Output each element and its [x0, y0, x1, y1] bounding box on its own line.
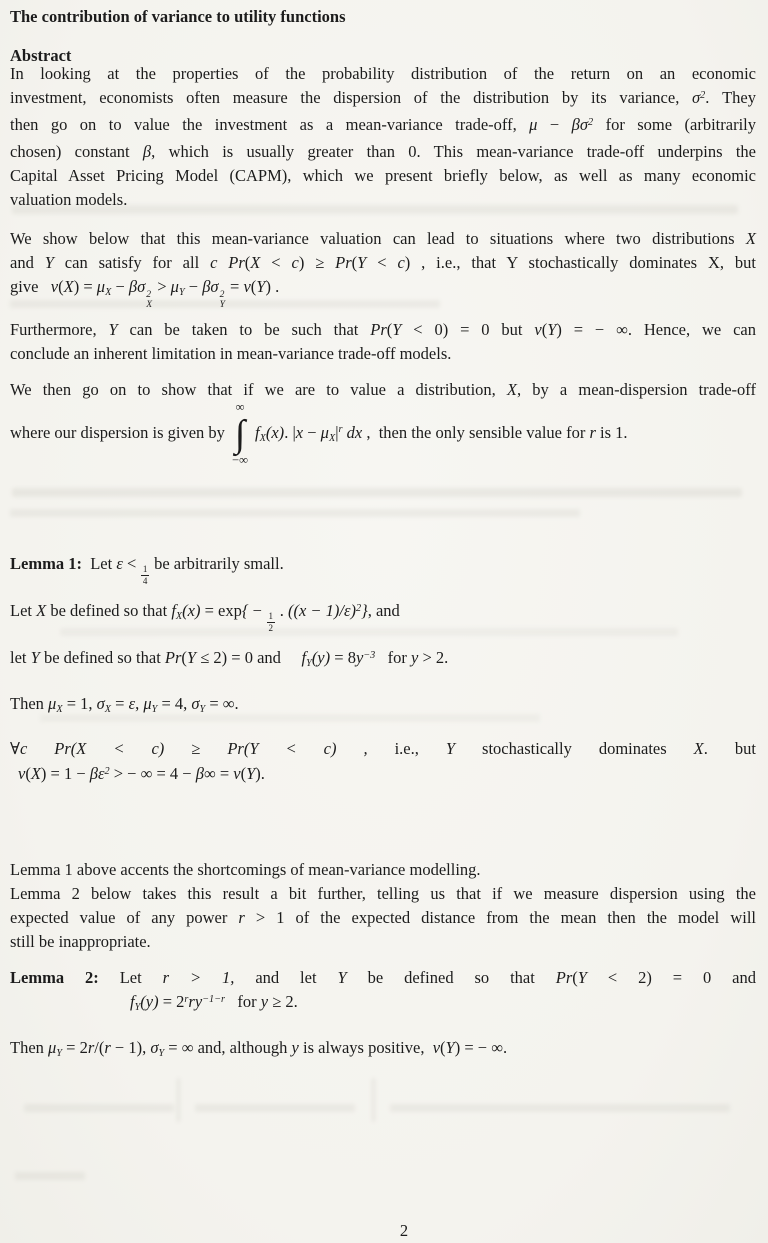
- text-line: [10, 552, 756, 587]
- text-run: Lemma 2 below takes this result a bit further, telling us that if we measure dispersion using the: [10, 884, 756, 903]
- math-run: r: [238, 908, 245, 927]
- math-run: βε: [89, 764, 105, 783]
- math-run: x: [295, 422, 304, 442]
- bold-run: Lemma: [10, 968, 65, 987]
- sub-run: X: [175, 610, 183, 622]
- scan-bleedthrough-artifact: [195, 1104, 355, 1112]
- text-line: [10, 227, 756, 251]
- text-run: , which is usually greater than 0. This mean-variance trade-off underpins the: [151, 142, 756, 161]
- math-run: (x): [182, 601, 201, 620]
- math-run: X: [30, 764, 41, 783]
- text-run: . |: [284, 422, 296, 442]
- scan-bleedthrough-artifact: [15, 1172, 85, 1180]
- text-line: [10, 882, 756, 906]
- sup-run: 2: [588, 116, 594, 128]
- scan-bleedthrough-artifact: [372, 1078, 375, 1122]
- sup-run: 2: [355, 602, 362, 614]
- math-run: σ: [191, 694, 200, 713]
- math-run: Pr: [555, 968, 573, 987]
- text-line: [10, 599, 756, 634]
- math-run: y: [355, 648, 364, 667]
- math-run: σ: [96, 694, 105, 713]
- text-line: [10, 188, 756, 212]
- text-run: and: [10, 253, 45, 272]
- text-run: then go on to value the investment as a mean-variance trade-off,: [10, 115, 530, 134]
- math-run: v: [243, 277, 251, 296]
- text-run: be arbitrarily small.: [149, 554, 284, 573]
- text-run: chosen) constant: [10, 142, 143, 161]
- fraction: [141, 564, 149, 586]
- fraction-denominator: 2: [268, 622, 274, 633]
- text-line: [130, 990, 756, 1017]
- math-run: X: [745, 229, 756, 248]
- stack-sub: X: [146, 298, 153, 310]
- math-run: (y): [140, 992, 159, 1011]
- text-run: Furthermore,: [10, 320, 109, 339]
- math-run: Y: [256, 277, 266, 296]
- text-line: [10, 692, 756, 719]
- math-run: v: [432, 1038, 441, 1057]
- text-run: ).: [255, 764, 265, 783]
- math-run: β: [142, 142, 152, 161]
- furthermore-paragraph: [10, 318, 756, 366]
- text-run: is always positive,: [298, 1038, 433, 1057]
- text-line: [10, 378, 756, 402]
- math-run: Y: [186, 648, 197, 667]
- sup-run: 2: [104, 765, 110, 777]
- scan-bleedthrough-artifact: [390, 1104, 730, 1112]
- text-run: /(: [94, 1038, 105, 1057]
- text-run: <: [366, 253, 398, 272]
- bold-run: 2:: [85, 968, 99, 987]
- stack-sup: 2: [219, 288, 225, 300]
- sup-run: r: [184, 993, 189, 1005]
- text-line: [10, 318, 756, 342]
- text-run: be defined so that: [46, 601, 172, 620]
- math-run: y: [260, 992, 269, 1011]
- text-run: for: [225, 992, 261, 1011]
- text-run: stochastically dominates: [455, 739, 694, 758]
- sub-run: Y: [199, 703, 206, 715]
- lemma1-moments-line: [10, 692, 756, 719]
- bold-run: The contribution of variance to utility functions: [10, 7, 346, 26]
- text-run: In looking at the properties of the probability distribution of the return on an economic: [10, 64, 756, 83]
- fraction-numerator: 1: [142, 564, 148, 575]
- integral-sign: ∫: [234, 413, 246, 455]
- math-run: (y): [311, 648, 331, 667]
- math-run: Y: [44, 253, 54, 272]
- math-run: ((x − 1)/ε): [287, 601, 356, 620]
- sub-run: Y: [56, 1047, 63, 1059]
- sub-run: X: [259, 432, 266, 444]
- text-run: still be inappropriate.: [10, 932, 151, 951]
- text-run: can satisfy for all: [53, 253, 211, 272]
- text-run: = 2: [62, 1038, 88, 1057]
- text-line: [10, 930, 756, 954]
- text-run: >: [153, 277, 171, 296]
- text-run: Let: [98, 968, 163, 987]
- text-run: Then: [10, 1038, 49, 1057]
- text-run: −: [537, 115, 572, 134]
- math-run: r: [589, 422, 596, 442]
- text-line: [10, 86, 756, 113]
- text-run: Then: [10, 694, 49, 713]
- text-run: investment, economists often measure the dispersion of the distribution by its variance,: [10, 88, 693, 107]
- math-run: X: [250, 253, 261, 272]
- text-run: (: [572, 968, 578, 987]
- text-run: We show below that this mean-variance valuation can lead to situations where two distributions: [10, 229, 746, 248]
- text-line: [10, 62, 756, 86]
- lemma2-heading-line: [10, 966, 756, 990]
- math-run: Y: [337, 968, 347, 987]
- math-run: Y: [108, 320, 118, 339]
- math-run: Y: [392, 320, 402, 339]
- text-run: ≥ 2.: [268, 992, 298, 1011]
- math-run: Y: [577, 968, 587, 987]
- sub-run: Y: [158, 1047, 165, 1059]
- text-line: [10, 251, 756, 275]
- title: [10, 5, 756, 29]
- text-run: (: [244, 253, 251, 272]
- text-line: [10, 1036, 756, 1063]
- text-run: . but: [703, 739, 756, 758]
- abstract-paragraph: [10, 62, 756, 212]
- text-run: = 1,: [62, 694, 97, 713]
- text-run: let: [10, 648, 31, 667]
- math-run: μ: [48, 694, 57, 713]
- text-run: ) =: [73, 277, 97, 296]
- math-run: βσ: [571, 115, 589, 134]
- text-run: ) .: [265, 277, 280, 296]
- text-run: conclude an inherent limitation in mean-variance trade-off models.: [10, 344, 452, 363]
- math-run: β: [195, 764, 204, 783]
- text-line: [10, 342, 756, 366]
- integral-lower-limit: −∞: [232, 453, 249, 467]
- text-run: Lemma 1 above accents the shortcomings of mean-variance modelling.: [10, 860, 481, 879]
- text-run: [64, 968, 85, 987]
- text-run: > 1 of the expected distance from the mean then the model will: [244, 908, 756, 927]
- sub-sup-stack: [220, 290, 225, 310]
- math-run: Y: [547, 320, 557, 339]
- text-line: [10, 401, 756, 467]
- text-run: . They: [705, 88, 757, 107]
- text-run: = 4,: [157, 694, 192, 713]
- math-run: ry: [188, 992, 203, 1011]
- text-run: (: [386, 320, 393, 339]
- math-run: μ: [170, 277, 179, 296]
- text-line: [10, 140, 756, 164]
- text-run: > − ∞ = 4 −: [109, 764, 196, 783]
- text-run: Capital Asset Pricing Model (CAPM), which we present briefly below, as well as many economic: [10, 166, 756, 185]
- math-run: σ: [150, 1038, 159, 1057]
- text-line: [10, 858, 756, 882]
- sub-run: X: [56, 703, 63, 715]
- text-run: = 2: [158, 992, 185, 1011]
- text-run: = 8: [330, 648, 356, 667]
- stack-sup: 2: [146, 288, 152, 300]
- text-run: (: [58, 277, 64, 296]
- math-run: βσ: [202, 277, 219, 296]
- math-run: Y: [445, 1038, 455, 1057]
- text-run: be defined so that: [39, 648, 165, 667]
- lemma2-conclusion-line: [10, 1036, 756, 1063]
- math-run: f: [255, 422, 260, 442]
- math-run: Y: [30, 648, 40, 667]
- math-run: v: [534, 320, 542, 339]
- math-run: {: [241, 601, 249, 620]
- bold-run: Lemma 1:: [10, 554, 82, 573]
- math-run: σ: [692, 88, 701, 107]
- math-run: μ: [96, 277, 106, 296]
- text-run: where our dispersion is given by: [10, 422, 230, 442]
- text-run: < 0) = 0 but: [401, 320, 535, 339]
- text-run: give: [10, 277, 51, 296]
- text-run: > 2.: [418, 648, 449, 667]
- math-run: Pr: [335, 253, 352, 272]
- math-run: r: [87, 1038, 95, 1057]
- text-run: Let: [81, 554, 117, 573]
- fraction-numerator: 1: [268, 611, 274, 622]
- dispersion-intro-line: [10, 378, 756, 402]
- fraction-denominator: 4: [142, 575, 148, 586]
- math-run: Pr: [164, 648, 182, 667]
- math-run: μ: [143, 694, 152, 713]
- text-run: ) = 1 −: [40, 764, 90, 783]
- text-run: − 1),: [110, 1038, 151, 1057]
- fraction: [267, 611, 275, 633]
- math-run: y: [411, 648, 419, 667]
- text-run: −: [248, 601, 267, 620]
- text-run: =: [111, 694, 129, 713]
- math-run: c: [291, 253, 299, 272]
- text-line: [10, 906, 756, 930]
- text-run: Let: [10, 601, 37, 620]
- math-run: c Pr: [210, 253, 245, 272]
- lemma1-definition-x: [10, 599, 756, 634]
- math-run: v: [18, 764, 26, 783]
- text-line: [10, 646, 756, 673]
- sub-run: Y: [178, 286, 185, 298]
- text-run: for some (arbitrarily: [593, 115, 756, 134]
- math-run: βσ: [128, 277, 146, 296]
- math-run: y: [291, 1038, 299, 1057]
- text-run: , and: [367, 601, 400, 620]
- text-run: , then the only sensible value for: [362, 422, 590, 442]
- sup-run: −1−r: [202, 993, 226, 1005]
- text-run: , by a mean-dispersion trade-off: [517, 380, 756, 399]
- lemma1-conclusion-line: [10, 762, 756, 789]
- text-run: be defined so that: [346, 968, 556, 987]
- math-run: X: [36, 601, 47, 620]
- sub-sup-stack: [146, 290, 152, 310]
- text-run: 2: [399, 1221, 409, 1240]
- text-run: (: [541, 320, 548, 339]
- math-run: ∀c Pr(X < c) ≥ Pr(Y < c) ,: [10, 739, 368, 758]
- text-line: [10, 737, 756, 761]
- sub-run: X: [328, 432, 336, 444]
- text-run: is 1.: [595, 422, 628, 442]
- text-run: ) = − ∞.: [454, 1038, 508, 1057]
- math-run: }: [361, 601, 368, 620]
- math-run: r: [104, 1038, 111, 1057]
- math-run: (x): [265, 422, 285, 442]
- text-run: −: [303, 422, 321, 442]
- text-run: (: [440, 1038, 446, 1057]
- text-run: = ∞ and, although: [164, 1038, 292, 1057]
- text-run: .: [275, 601, 288, 620]
- sub-run: X: [104, 703, 112, 715]
- text-run: ≤ 2) = 0 and: [196, 648, 302, 667]
- text-run: <: [122, 554, 141, 573]
- text-line: [18, 762, 756, 789]
- integral-symbol: [232, 401, 248, 467]
- text-run: can be taken to be such that: [117, 320, 371, 339]
- scan-bleedthrough-artifact: [177, 1078, 180, 1122]
- lemma1-definition-y: [10, 646, 756, 673]
- text-run: (: [181, 648, 187, 667]
- stochastic-dominance-paragraph: [10, 227, 756, 309]
- text-line: [10, 5, 756, 29]
- bold-run: Abstract: [10, 46, 72, 65]
- text-run: = exp: [200, 601, 242, 620]
- lemma1-heading-line: [10, 552, 756, 587]
- text-run: We then go on to show that if we are to value a distribution,: [10, 380, 507, 399]
- text-run: expected value of any power: [10, 908, 239, 927]
- math-run: X: [63, 277, 74, 296]
- math-run: Y: [246, 764, 256, 783]
- math-run: c: [397, 253, 405, 272]
- text-run: < 2) = 0 and: [586, 968, 757, 987]
- text-run: <: [260, 253, 292, 272]
- math-run: μ: [529, 115, 538, 134]
- sub-run: Y: [134, 1001, 141, 1013]
- integral-upper-limit: ∞: [235, 400, 245, 414]
- sup-run: r: [338, 424, 343, 436]
- math-run: f: [171, 601, 176, 620]
- text-run: for: [375, 648, 412, 667]
- text-run: = ∞.: [205, 694, 239, 713]
- math-run: f: [130, 992, 135, 1011]
- text-line: [10, 966, 756, 990]
- text-run: ) , i.e., that Y stochastically dominates X, but: [404, 253, 756, 272]
- scan-bleedthrough-artifact: [12, 488, 742, 497]
- sub-run: X: [105, 286, 112, 298]
- text-line: [10, 113, 756, 140]
- dispersion-formula-line: [10, 401, 756, 467]
- scan-bleedthrough-artifact: [10, 509, 580, 517]
- math-run: Y: [357, 253, 367, 272]
- text-run: (: [25, 764, 31, 783]
- math-run: X: [506, 380, 518, 399]
- math-run: v: [233, 764, 241, 783]
- lemma2-density-line: [10, 990, 756, 1017]
- scan-bleedthrough-artifact: [24, 1104, 174, 1112]
- math-run: X: [693, 739, 704, 758]
- sup-run: 2: [700, 89, 706, 101]
- text-run: −: [184, 277, 203, 296]
- sup-run: −3: [363, 649, 376, 661]
- math-run: Y: [445, 739, 456, 758]
- text-line: [40, 1219, 768, 1243]
- text-run: ∞ =: [203, 764, 234, 783]
- math-run: f: [301, 648, 307, 667]
- lemma1-forall-line: [10, 737, 756, 761]
- stack-sub: Y: [219, 298, 225, 310]
- text-line: [10, 275, 756, 309]
- page-number: [40, 1219, 768, 1243]
- text-run: (: [351, 253, 358, 272]
- sub-run: Y: [306, 657, 312, 669]
- math-run: v: [50, 277, 59, 296]
- math-run: ε: [116, 554, 123, 573]
- text-run: |: [335, 422, 339, 442]
- text-line: [10, 164, 756, 188]
- sub-run: Y: [151, 703, 158, 715]
- text-run: i.e.,: [367, 739, 446, 758]
- math-run: r > 1,: [162, 968, 235, 987]
- math-run: Pr: [370, 320, 387, 339]
- math-run: μ: [320, 422, 329, 442]
- text-run: ) ≥: [298, 253, 336, 272]
- text-run: valuation models.: [10, 190, 128, 209]
- text-run: (: [250, 277, 257, 296]
- text-run: (: [240, 764, 247, 783]
- text-run: ) = − ∞. Hence, we can: [556, 320, 756, 339]
- text-run: −: [111, 277, 129, 296]
- math-run: dx: [346, 422, 363, 442]
- lemma-discussion-paragraph: [10, 858, 756, 954]
- text-run: and let: [234, 968, 338, 987]
- math-run: μ: [48, 1038, 57, 1057]
- text-run: ,: [135, 694, 144, 713]
- text-run: =: [225, 277, 244, 296]
- math-run: ε: [128, 694, 136, 713]
